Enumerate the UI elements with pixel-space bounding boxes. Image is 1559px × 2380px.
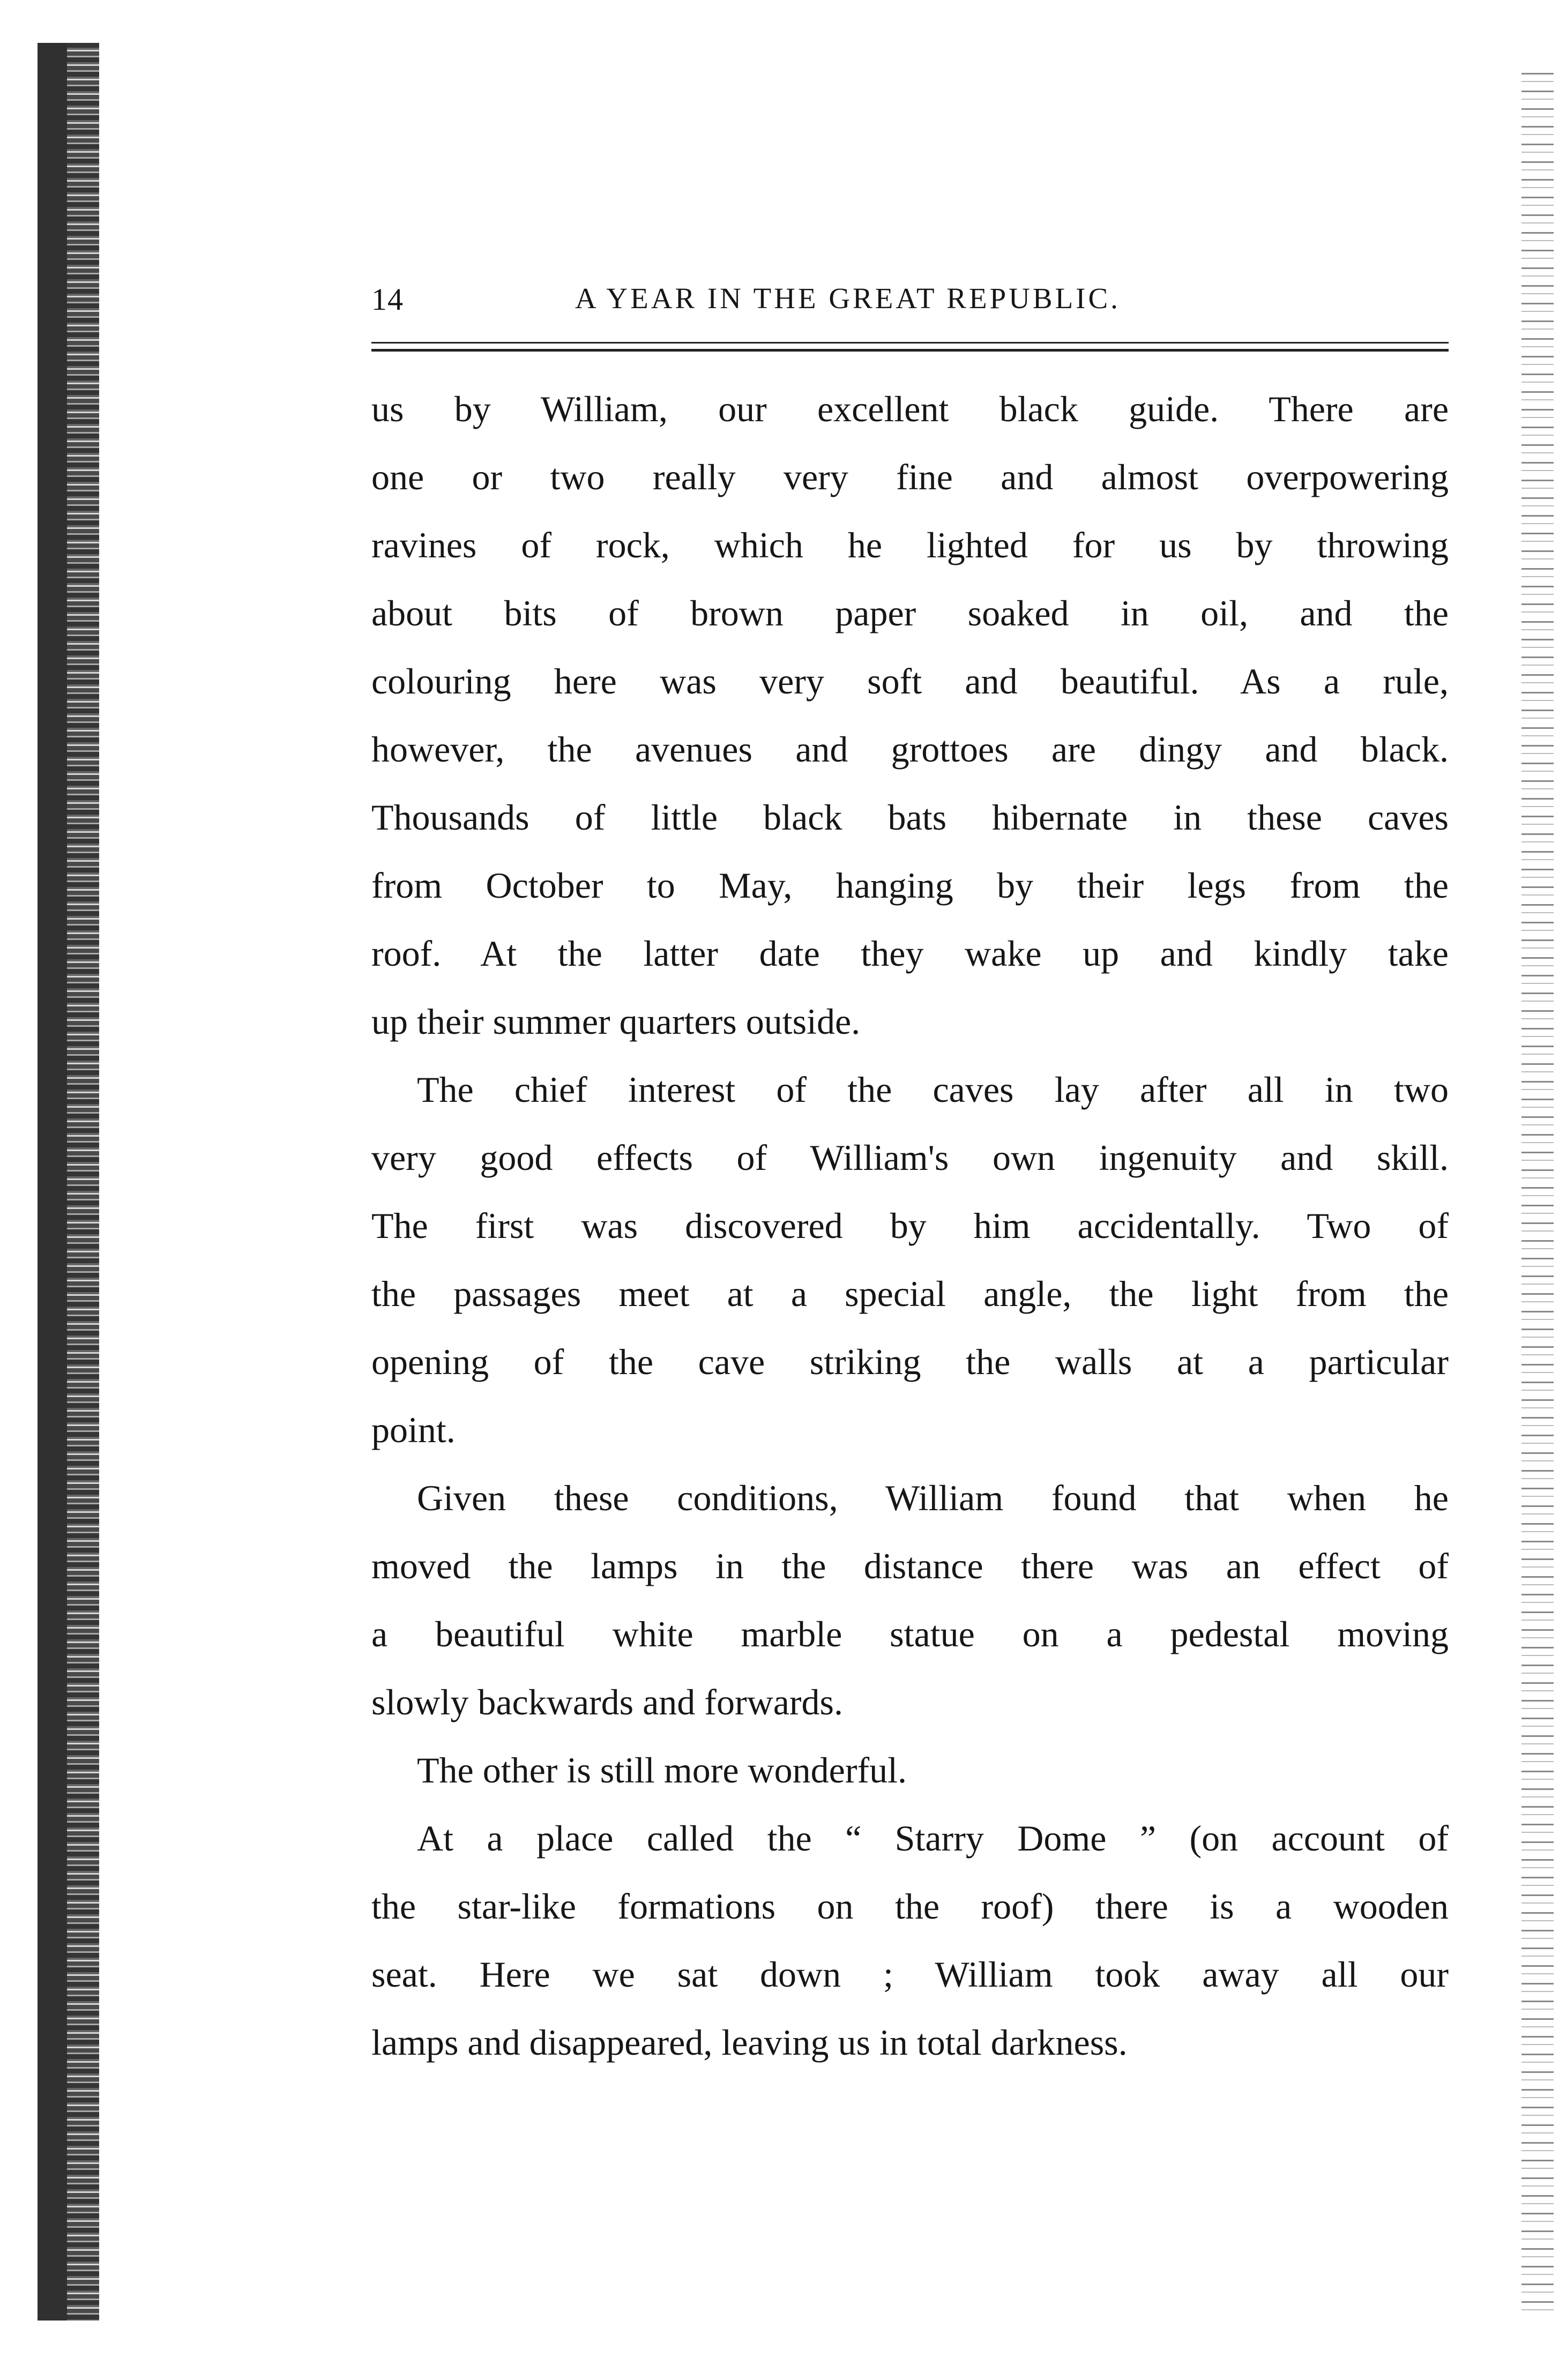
text-line: the star-like formations on the roof) there is a wooden: [371, 1886, 1449, 1927]
text-line: colouring here was very soft and beautiful. As a rule,: [371, 661, 1449, 702]
text-line: up their summer quarters outside.: [371, 1001, 861, 1042]
text-line: Thousands of little black bats hibernate in these caves: [371, 797, 1449, 838]
text-line: however, the avenues and grottoes are dingy and black.: [371, 729, 1449, 770]
page-number: 14: [371, 282, 404, 317]
text-line: one or two really very fine and almost overpowering: [371, 457, 1449, 497]
text-line: very good effects of William's own ingenuity and skill.: [371, 1137, 1449, 1178]
text-line: lamps and disappeared, leaving us in total darkness.: [371, 2022, 1128, 2063]
text-line: the passages meet at a special angle, the light from the: [371, 1273, 1449, 1314]
scan-right-edge: [1521, 64, 1554, 2315]
header-double-rule: [371, 342, 1449, 352]
text-line: roof. At the latter date they wake up and kindly take: [371, 933, 1449, 974]
text-line: ravines of rock, which he lighted for us by throwing: [371, 525, 1449, 565]
text-line: slowly backwards and forwards.: [371, 1682, 843, 1722]
running-title: A YEAR IN THE GREAT REPUBLIC.: [575, 282, 1121, 315]
text-line: At a place called the “ Starry Dome ” (on account of: [417, 1818, 1449, 1859]
text-line: moved the lamps in the distance there was an effect of: [371, 1546, 1449, 1586]
text-line: from October to May, hanging by their legs from the: [371, 865, 1449, 906]
text-line: point.: [371, 1409, 456, 1450]
page-header: [371, 276, 1449, 319]
scan-binding-edge: [38, 43, 99, 2321]
body-text: [371, 375, 1449, 2077]
text-line: The chief interest of the caves lay after all in two: [417, 1069, 1449, 1110]
text-line: about bits of brown paper soaked in oil, and the: [371, 593, 1449, 633]
text-line: opening of the cave striking the walls at a particular: [371, 1341, 1449, 1382]
text-line: us by William, our excellent black guide. There are: [371, 389, 1449, 429]
scan-binding-shadow: [38, 43, 67, 2321]
text-line: Given these conditions, William found that when he: [417, 1478, 1449, 1518]
text-line: The first was discovered by him accidentally. Two of: [371, 1205, 1449, 1246]
text-line: a beautiful white marble statue on a pedestal moving: [371, 1614, 1449, 1654]
text-line: seat. Here we sat down ; William took away all our: [371, 1954, 1449, 1995]
text-line: The other is still more wonderful.: [417, 1750, 907, 1790]
